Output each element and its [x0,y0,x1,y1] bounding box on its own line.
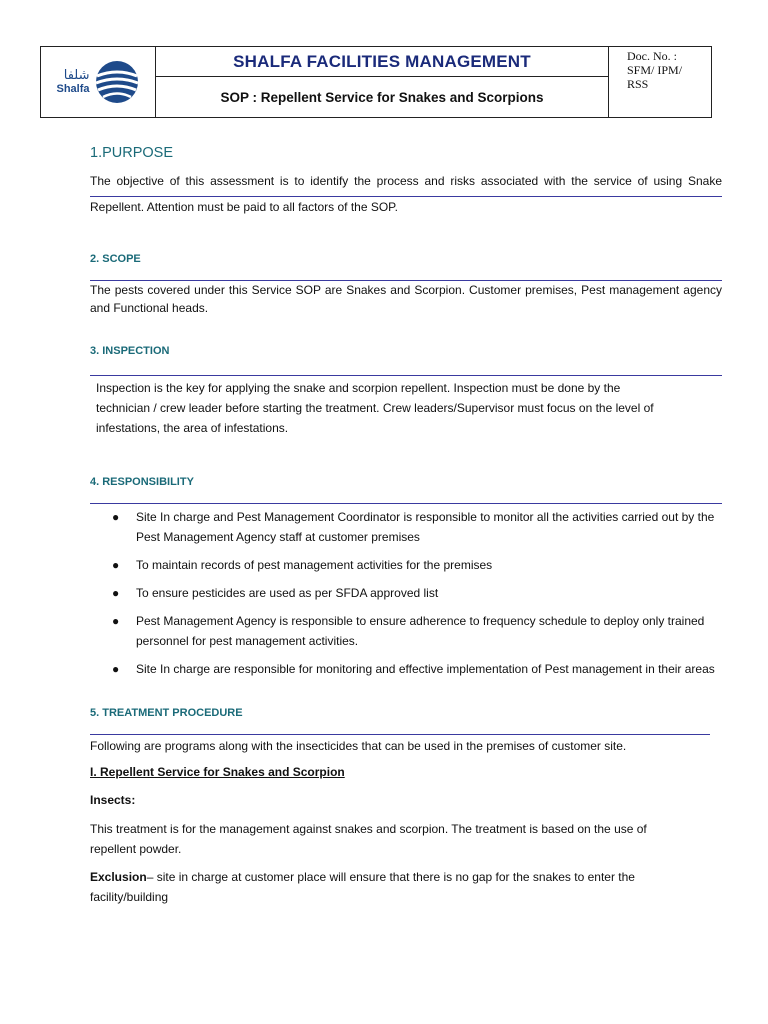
doc-number-line2: RSS [627,77,649,91]
bullet-icon: ● [112,510,120,524]
logo-arabic-text: شلفا [63,68,90,83]
bullet-icon: ● [112,614,120,628]
scope-heading: 2. SCOPE [90,253,141,265]
purpose-heading: 1.PURPOSE [90,145,173,161]
doc-number-cell [609,47,711,117]
responsibility-rule [90,503,722,504]
logo-english-text: Shalfa [56,83,90,95]
bullet-icon: ● [112,662,120,676]
shalfa-globe-logo-icon [94,59,140,105]
bullet-icon: ● [112,586,120,600]
list-item: ● Site In charge are responsible for monitoring and effective implementation of Pest management in their areas [108,659,720,679]
treatment-heading: 5. TREATMENT PROCEDURE [90,707,243,719]
exclusion-label: Exclusion [90,870,147,884]
list-item: ● Pest Management Agency is responsible to ensure adherence to frequency schedule to deploy only trained personnel for pest management activities. [108,611,720,651]
treatment-sub-heading: I. Repellent Service for Snakes and Scorpion [90,765,345,779]
company-title: SHALFA FACILITIES MANAGEMENT [156,47,608,77]
insects-label: Insects: [90,793,136,807]
doc-number-line1: SFM/ IPM/ [627,63,683,77]
exclusion-text: – site in charge at customer place will ensure that there is no gap for the snakes to enter the facility/building [90,870,635,904]
inspection-rule [90,375,722,376]
inspection-text-line1: Inspection is the key for applying the snake and scorpion repellent. Inspection must be done by the [96,381,621,395]
purpose-text-line1: The objective of this assessment is to identify the process and risks associated with the service of using Snake [90,174,722,188]
scope-text: The pests covered under this Service SOP are Snakes and Scorpion. Customer premises, Pest management agency and Functional heads. [90,283,722,315]
logo-cell [41,47,156,117]
exclusion-paragraph [90,867,690,907]
bullet-icon: ● [112,558,120,572]
treatment-rule [90,734,710,735]
inspection-text-line3: infestations, the area of infestations. [96,421,289,435]
inspection-text-line2: technician / crew leader before starting the treatment. Crew leaders/Supervisor must focus on the level of [96,401,654,415]
list-item: ● To maintain records of pest management activities for the premises [108,555,720,575]
company-logo [56,59,139,105]
title-cell [156,47,609,117]
doc-number-label: Doc. No. : [627,49,677,63]
inspection-heading: 3. INSPECTION [90,345,170,357]
document-header [40,46,712,118]
sop-title: SOP : Repellent Service for Snakes and Scorpions [220,89,544,105]
treatment-intro: Following are programs along with the insecticides that can be used in the premises of customer site. [90,739,627,753]
responsibility-list [108,507,720,687]
list-item: ● Site In charge and Pest Management Coordinator is responsible to monitor all the activities carried out by the Pest Management Agency staff at customer premises [108,507,720,547]
purpose-text-line2: Repellent. Attention must be paid to all factors of the SOP. [90,200,398,214]
responsibility-heading: 4. RESPONSIBILITY [90,476,194,488]
insects-text: This treatment is for the management against snakes and scorpion. The treatment is based on the use of repellent powder. [90,822,647,856]
list-item: ● To ensure pesticides are used as per SFDA approved list [108,583,720,603]
